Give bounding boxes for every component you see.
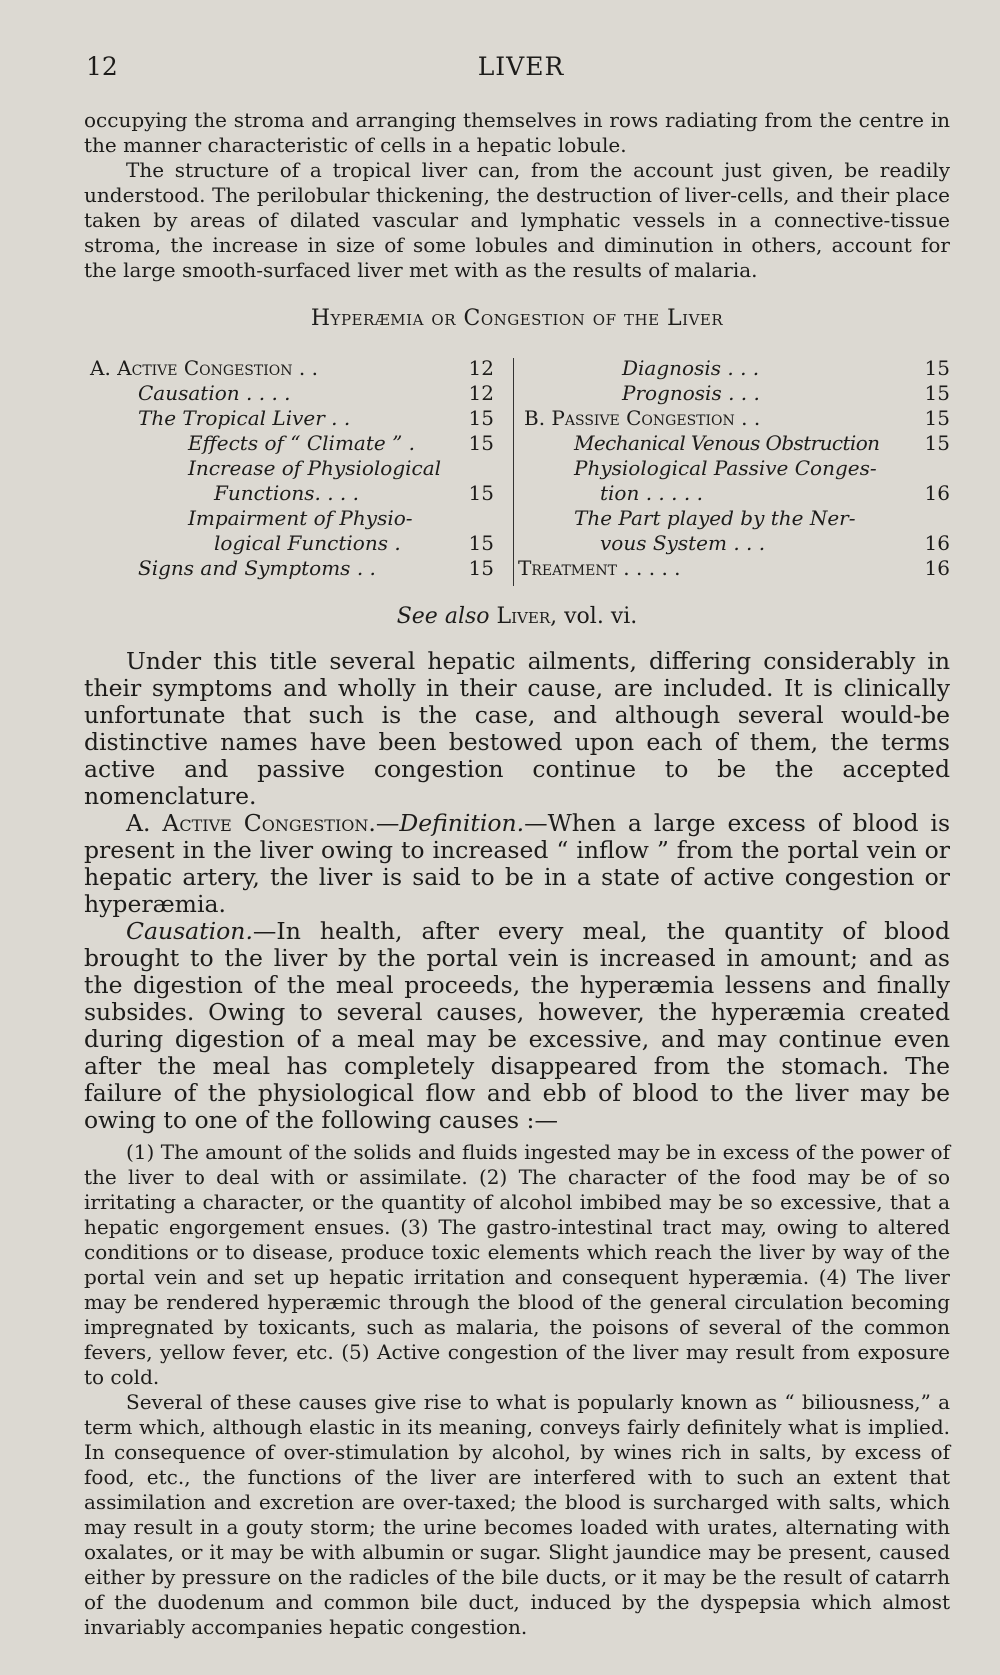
intro-paragraph-1: occupying the stroma and arranging themselves in rows radiating from the centre in the manner characteristic of cells in a hepatic lobule. [84, 108, 950, 157]
running-title: LIVER [477, 52, 565, 81]
toc-entry: Diagnosis . . . 15 [622, 356, 950, 380]
page-header [86, 52, 956, 92]
toc-entry: vous System . . . 16 [600, 531, 950, 555]
toc-entry: Effects of “ Climate ” . 15 [188, 431, 494, 455]
toc-entry: A. Active Congestion . . 12 [90, 356, 494, 380]
toc-entry: tion . . . . . 16 [600, 481, 950, 505]
section-heading: Hyperæmia or Congestion of the Liver [310, 306, 724, 331]
page-number: 12 [86, 52, 118, 81]
body-paragraph-1: Under this title several hepatic ailments, differing considerably in their symptoms and wholly in their cause, are included. It is clinically unfortunate that such is the case, and although several would-be distinctive names have been bestowed upon each of them, the terms active and passive congestion continue to be the accepted nomenclature. [84, 647, 950, 810]
toc-entry: The Tropical Liver . . 15 [138, 406, 494, 430]
toc-entry: Physiological Passive Conges- [574, 456, 877, 480]
contents-right-column [518, 356, 950, 581]
contents-divider [513, 358, 514, 586]
see-also-reference: See also Liver, vol. vi. [396, 604, 638, 629]
intro-paragraph-2: The structure of a tropical liver can, from the account just given, be readily understood. The perilobular thickening, the destruction of liver-cells, and their place taken by areas of dilated vascular and lymphatic vessels in a connective-tissue stroma, the increase in size of some lobules and diminution in others, account for the large smooth-surfaced liver met with as the results of malaria. [84, 158, 950, 282]
causes-paragraph-1: (1) The amount of the solids and fluids ingested may be in excess of the power of the liver to deal with or assimilate. (2) The character of the food may be of so irritating a character, or the quantity of alcohol imbibed may be so excessive, that a hepatic engorgement ensues. (3) The gastro-intestinal tract may, owing to altered conditions or to disease, produce toxic elements which reach the liver by way of the portal vein and set up hepatic irritation and consequent hyperæmia. (4) The liver may be rendered hyperæmic through the blood of the general circulation becoming impregnated by toxicants, such as malaria, the poisons of several of the common fevers, yellow fever, etc. (5) Active congestion of the liver may result from exposure to cold. [84, 1140, 950, 1389]
toc-entry: The Part played by the Ner- [574, 506, 856, 530]
toc-entry: Impairment of Physio- [188, 506, 413, 530]
causes-paragraph-2: Several of these causes give rise to what is popularly known as “ biliousness,” a term which, although elastic in its meaning, conveys fairly definitely what is implied. In consequence of over-stimulation by alcohol, by wines rich in salts, by excess of food, etc., the functions of the liver are interfered with to such an extent that assimilation and excretion are over-taxed; the blood is surcharged with salts, which may result in a gouty storm; the urine becomes loaded with urates, alternating with oxalates, or it may be with albumin or sugar. Slight jaundice may be present, caused either by pressure on the radicles of the bile ducts, or it may be the result of catarrh of the duodenum and common bile duct, induced by the dyspepsia which almost invariably accompanies hepatic congestion. [84, 1390, 950, 1639]
toc-entry: B. Passive Congestion . . 15 [524, 406, 950, 430]
contents-left-column [90, 356, 508, 581]
contents-table [90, 356, 950, 591]
toc-entry: Increase of Physiological [188, 456, 442, 480]
body-text [84, 648, 950, 1134]
toc-entry: logical Functions . 15 [214, 531, 494, 555]
intro-text [84, 108, 950, 283]
toc-entry: Mechanical Venous Obstruction 15 [574, 431, 950, 455]
body-paragraph-definition: A. Active Congestion.—Definition.—When a large excess of blood is present in the liver owing to increased “ inflow ” from the portal vein or hepatic artery, the liver is said to be in a state of active congestion or hyperæmia. [84, 809, 950, 918]
toc-entry: Causation . . . . 12 [138, 381, 494, 405]
causes-text [84, 1140, 950, 1640]
toc-entry: Prognosis . . . 15 [622, 381, 950, 405]
toc-entry: Functions. . . . 15 [214, 481, 494, 505]
toc-entry: Signs and Symptoms . . 15 [138, 556, 494, 580]
toc-entry: Treatment . . . . . 16 [518, 556, 950, 580]
body-paragraph-causation: Causation.—In health, after every meal, the quantity of blood brought to the liver by the portal vein is increased in amount; and as the digestion of the meal proceeds, the hyperæmia lessens and finally subsides. Owing to several causes, however, the hyperæmia created during digestion of a meal may be excessive, and may continue even after the meal has completely disappeared from the stomach. The failure of the physiological flow and ebb of blood to the liver may be owing to one of the following causes :— [84, 917, 950, 1134]
